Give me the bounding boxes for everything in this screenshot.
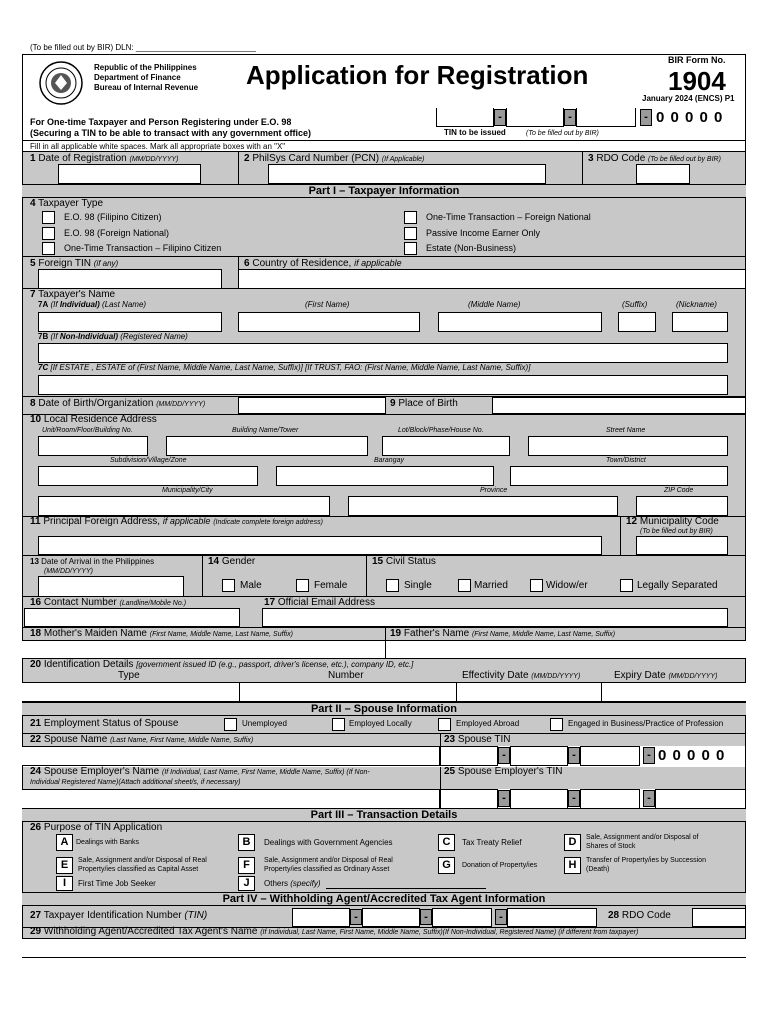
part-4-header: Part IV – Withholding Agent/Accredited Tax Agent Information bbox=[22, 892, 746, 906]
others-specify-line[interactable] bbox=[326, 888, 486, 889]
field-16-label: Contact Number bbox=[43, 597, 117, 608]
form-label: BIR Form No. bbox=[668, 55, 726, 65]
mother-name-input[interactable] bbox=[22, 640, 386, 659]
suffix-input[interactable] bbox=[618, 312, 656, 332]
subtitle-1: For One-time Taxpayer and Person Registering under E.O. 98 bbox=[30, 117, 292, 127]
agency-line-2: Department of Finance bbox=[94, 73, 181, 82]
middle-name-input[interactable] bbox=[438, 312, 602, 332]
purpose-i-box[interactable]: I bbox=[56, 876, 73, 891]
field-7-label: Taxpayer's Name bbox=[38, 289, 116, 300]
purpose-d-box[interactable]: D bbox=[564, 834, 581, 851]
subdivision-input[interactable] bbox=[38, 466, 258, 486]
form-title: Application for Registration bbox=[246, 60, 589, 90]
purpose-a-label: Dealings with Banks bbox=[76, 839, 140, 846]
field-3-label: RDO Code bbox=[596, 153, 646, 164]
checkbox-estate[interactable] bbox=[404, 242, 417, 255]
field-29-label: Withholding Agent/Accredited Tax Agent's Name bbox=[43, 926, 258, 937]
form-version: January 2024 (ENCS) P1 bbox=[642, 94, 735, 103]
checkbox-employed-abroad[interactable] bbox=[438, 718, 451, 731]
agency-line-3: Bureau of Internal Revenue bbox=[94, 83, 199, 92]
col-effectivity: Effectivity Date bbox=[462, 670, 529, 681]
id-effectivity-input[interactable] bbox=[456, 682, 602, 702]
purpose-b-box[interactable]: B bbox=[238, 834, 255, 851]
registered-name-input[interactable] bbox=[38, 343, 728, 363]
rdo-code-input[interactable] bbox=[636, 164, 690, 184]
foreign-tin-input[interactable] bbox=[38, 269, 222, 289]
field-9-label: Place of Birth bbox=[398, 398, 458, 409]
option-passive-income: Passive Income Earner Only bbox=[426, 228, 541, 238]
contact-number-input[interactable] bbox=[24, 608, 240, 627]
nickname-input[interactable] bbox=[672, 312, 728, 332]
taxpayer-type-label: Taxpayer Type bbox=[38, 198, 104, 209]
checkbox-separated[interactable] bbox=[620, 579, 633, 592]
place-of-birth-input[interactable] bbox=[492, 397, 746, 414]
bir-seal-icon bbox=[36, 60, 86, 106]
checkbox-eo98-filipino[interactable] bbox=[42, 211, 55, 224]
checkbox-passive-income[interactable] bbox=[404, 227, 417, 240]
arrival-date-input[interactable] bbox=[38, 576, 184, 597]
municipality-code-input[interactable] bbox=[636, 536, 728, 555]
last-name-input[interactable] bbox=[38, 312, 222, 332]
id-type-input[interactable] bbox=[22, 682, 240, 702]
spouse-tin-branch: 0 0 0 0 0 bbox=[658, 747, 726, 764]
checkbox-onetime-foreign[interactable] bbox=[404, 211, 417, 224]
date-of-registration-input[interactable] bbox=[58, 164, 201, 184]
purpose-c-box[interactable]: C bbox=[438, 834, 455, 851]
tin-note: (To be filled out by BIR) bbox=[526, 130, 599, 137]
option-eo98-filipino: E.O. 98 (Filipino Citizen) bbox=[64, 212, 162, 222]
field-20-label: Identification Details bbox=[43, 659, 134, 670]
foreign-address-input[interactable] bbox=[38, 536, 602, 555]
purpose-j-box[interactable]: J bbox=[238, 876, 255, 891]
purpose-h-box[interactable]: H bbox=[564, 857, 581, 874]
col-number: Number bbox=[328, 670, 364, 681]
purpose-c-label: Tax Treaty Relief bbox=[462, 838, 522, 847]
country-residence-input[interactable] bbox=[238, 269, 746, 289]
option-onetime-filipino: One-Time Transaction – Filipino Citizen bbox=[64, 243, 222, 253]
spouse-name-input[interactable] bbox=[22, 746, 440, 766]
checkbox-onetime-filipino[interactable] bbox=[42, 242, 55, 255]
field-10-label: Local Residence Address bbox=[43, 414, 157, 425]
subtitle-2: (Securing a TIN to be able to transact with any government office) bbox=[30, 128, 312, 138]
field-12-label: Municipality Code bbox=[639, 516, 719, 527]
field-11-label: Principal Foreign Address, bbox=[43, 516, 161, 527]
instruction: Fill in all applicable white spaces. Mark all appropriate boxes with an "X" bbox=[30, 142, 286, 151]
agent-rdo-input[interactable] bbox=[692, 908, 746, 927]
field-8-label: Date of Birth/Organization bbox=[38, 398, 154, 409]
id-number-input[interactable] bbox=[239, 682, 457, 702]
field-1-label: Date of Registration bbox=[38, 153, 127, 164]
field-28-label: RDO Code bbox=[621, 910, 671, 921]
purpose-f-box[interactable]: F bbox=[238, 857, 255, 874]
field-17-label: Official Email Address bbox=[277, 597, 375, 608]
option-estate: Estate (Non-Business) bbox=[426, 243, 517, 253]
checkbox-business[interactable] bbox=[550, 718, 563, 731]
col-expiry: Expiry Date bbox=[614, 670, 666, 681]
barangay-input[interactable] bbox=[276, 466, 494, 486]
col-type: Type bbox=[118, 670, 140, 681]
field-22-label: Spouse Name bbox=[43, 734, 108, 745]
spouse-employer-tin-input[interactable]: - - - bbox=[440, 789, 746, 809]
checkbox-unemployed[interactable] bbox=[224, 718, 237, 731]
field-23-label: Spouse TIN bbox=[457, 734, 511, 745]
spouse-tin-input[interactable]: - - - 0 0 0 0 0 bbox=[440, 746, 746, 766]
field-19-label: Father's Name bbox=[403, 628, 470, 639]
agent-tin-input[interactable]: - - - bbox=[292, 908, 602, 927]
field-27-label: Taxpayer Identification Number bbox=[43, 910, 182, 921]
form-number: 1904 bbox=[668, 66, 726, 96]
checkbox-married[interactable] bbox=[458, 579, 471, 592]
part-2-header: Part II – Spouse Information bbox=[22, 702, 746, 716]
id-expiry-input[interactable] bbox=[601, 682, 746, 702]
field-6-label: Country of Residence, bbox=[252, 258, 352, 269]
agency-line-1: Republic of the Philippines bbox=[94, 63, 197, 72]
option-onetime-foreign: One-Time Transaction – Foreign National bbox=[426, 212, 591, 222]
date-of-birth-input[interactable] bbox=[238, 397, 386, 414]
field-25-label: Spouse Employer's TIN bbox=[457, 766, 563, 777]
building-input[interactable] bbox=[166, 436, 368, 456]
zip-input[interactable] bbox=[636, 496, 728, 516]
field-18-label: Mother's Maiden Name bbox=[43, 628, 147, 639]
option-eo98-foreign: E.O. 98 (Foreign National) bbox=[64, 228, 170, 238]
checkbox-widow[interactable] bbox=[530, 579, 543, 592]
field-14-label: Gender bbox=[221, 556, 256, 567]
tin-to-be-issued: - - - 0 0 0 0 0 bbox=[436, 108, 746, 128]
purpose-b-label: Dealings with Government Agencies bbox=[264, 838, 393, 847]
field-1-num: 1 bbox=[30, 153, 36, 164]
spouse-employer-input[interactable] bbox=[22, 789, 440, 809]
lot-input[interactable] bbox=[382, 436, 510, 456]
field-21-label: Employment Status of Spouse bbox=[43, 718, 179, 729]
tin-branch: 0 0 0 0 0 bbox=[656, 109, 724, 126]
father-name-input[interactable] bbox=[385, 640, 746, 659]
field-1-hint: (MM/DD/YYYY) bbox=[129, 156, 179, 163]
province-input[interactable] bbox=[348, 496, 618, 516]
email-input[interactable] bbox=[262, 608, 728, 627]
field-24-label: Spouse Employer's Name bbox=[43, 766, 160, 777]
part-1-header: Part I – Taxpayer Information bbox=[22, 184, 746, 198]
purpose-a-box[interactable]: A bbox=[56, 834, 73, 851]
field-13-label: Date of Arrival in the Philippines bbox=[41, 557, 155, 566]
tin-label: TIN to be issued bbox=[444, 128, 506, 137]
checkbox-female[interactable] bbox=[296, 579, 309, 592]
dln-line: (To be filled out by BIR) DLN: ___________________________ bbox=[30, 43, 256, 52]
pcn-input[interactable] bbox=[268, 164, 546, 184]
field-26-label: Purpose of TIN Application bbox=[43, 822, 163, 833]
agent-name-input[interactable] bbox=[22, 938, 746, 958]
town-input[interactable] bbox=[510, 466, 728, 486]
checkbox-single[interactable] bbox=[386, 579, 399, 592]
unit-input[interactable] bbox=[38, 436, 148, 456]
street-input[interactable] bbox=[528, 436, 728, 456]
first-name-input[interactable] bbox=[238, 312, 420, 332]
purpose-g-box[interactable]: G bbox=[438, 857, 455, 874]
part-3-header: Part III – Transaction Details bbox=[22, 808, 746, 822]
estate-trust-name-input[interactable] bbox=[38, 375, 728, 395]
field-2-label: PhilSys Card Number (PCN) bbox=[252, 153, 380, 164]
checkbox-employed-locally[interactable] bbox=[332, 718, 345, 731]
field-15-label: Civil Status bbox=[385, 556, 436, 567]
checkbox-male[interactable] bbox=[222, 579, 235, 592]
municipality-input[interactable] bbox=[38, 496, 330, 516]
purpose-e-box[interactable]: E bbox=[56, 857, 73, 874]
checkbox-eo98-foreign[interactable] bbox=[42, 227, 55, 240]
field-5-label: Foreign TIN bbox=[38, 258, 91, 269]
